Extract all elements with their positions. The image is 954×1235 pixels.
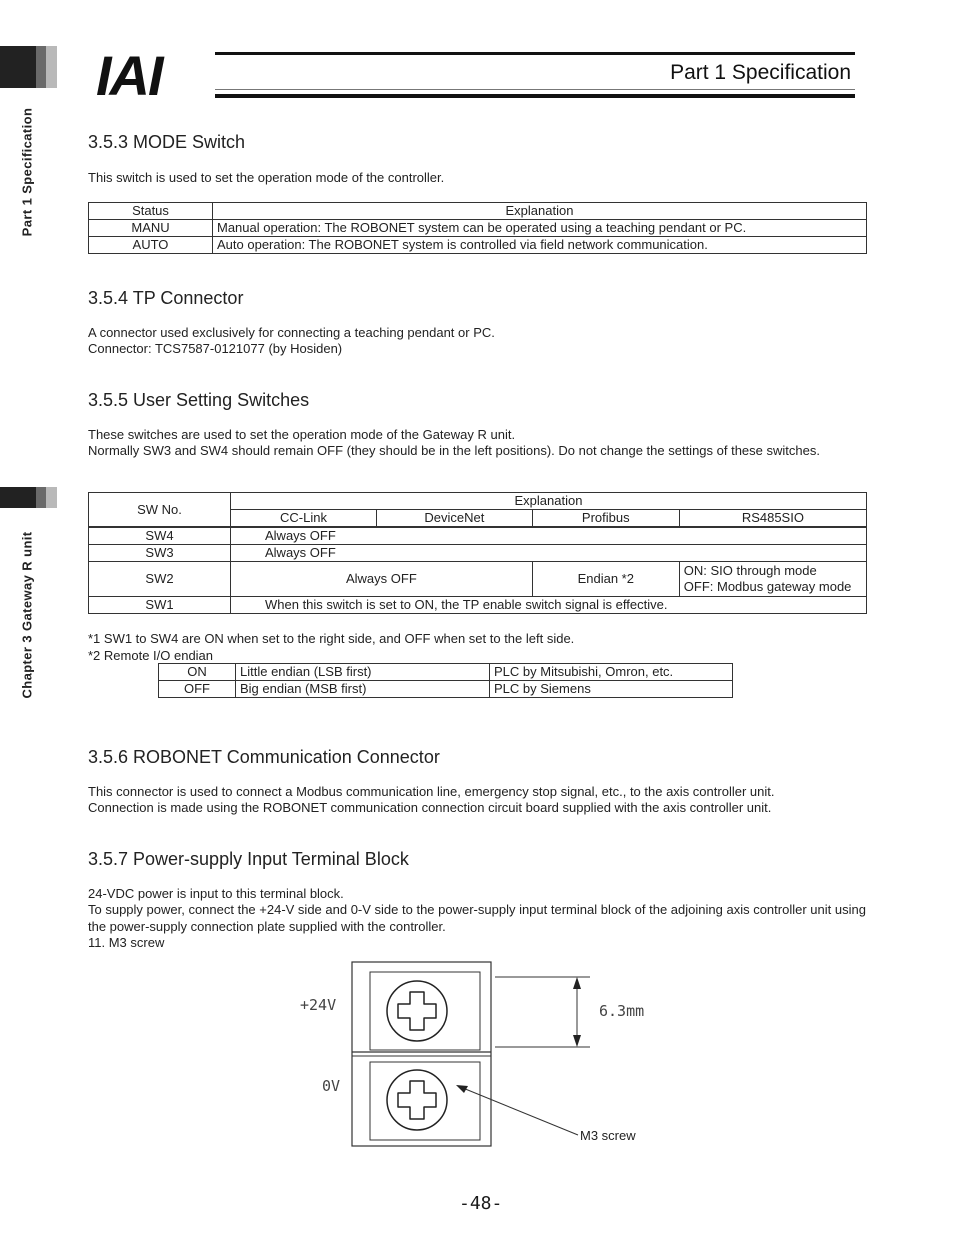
table-cell: SW1 <box>89 597 231 614</box>
screw-bottom-icon <box>387 1070 447 1130</box>
table-cell <box>679 562 866 597</box>
label-0v: 0V <box>322 1077 341 1095</box>
heading-user-switches: 3.5.5 User Setting Switches <box>88 390 310 410</box>
endian-table <box>158 663 733 698</box>
table-row <box>89 203 867 220</box>
table-row <box>159 681 733 698</box>
mode-switch-table <box>88 202 867 254</box>
side-tab-bottom <box>0 487 57 508</box>
table-header-cell: DeviceNet <box>377 510 533 528</box>
table-row <box>89 237 867 254</box>
sw2-rs485-on: ON: SIO through mode <box>683 563 817 578</box>
table-cell: SW2 <box>89 562 231 597</box>
screw-top-icon <box>387 981 447 1041</box>
table-row <box>89 220 867 237</box>
table-header-cell: SW No. <box>89 493 231 528</box>
tp-connector-line1: A connector used exclusively for connecting a teaching pendant or PC. <box>88 325 495 340</box>
heading-mode-switch: 3.5.3 MODE Switch <box>88 132 246 152</box>
table-header-cell: CC-Link <box>231 510 377 528</box>
table-row <box>89 527 867 545</box>
table-header-cell: Explanation <box>213 203 867 220</box>
header-title: Part 1 Specification <box>670 61 851 84</box>
heading-robonet-connector: 3.5.6 ROBONET Communication Connector <box>88 747 440 767</box>
table-row <box>89 545 867 562</box>
table-cell: PLC by Siemens <box>490 681 733 698</box>
switch-note-1: *1 SW1 to SW4 are ON when set to the right side, and OFF when set to the left side. <box>88 631 575 646</box>
table-row <box>159 664 733 681</box>
mode-switch-intro: This switch is used to set the operation mode of the controller. <box>88 170 445 185</box>
heading-tp-connector: 3.5.4 TP Connector <box>88 288 244 308</box>
user-switches-table <box>88 492 867 614</box>
table-cell: Endian *2 <box>532 562 679 597</box>
power-line1: 24-VDC power is input to this terminal block. <box>88 886 344 901</box>
table-cell: ON <box>159 664 236 681</box>
table-row <box>89 562 867 597</box>
table-header-cell: RS485SIO <box>679 510 866 528</box>
table-cell: Always OFF <box>231 562 533 597</box>
tp-connector-line2: Connector: TCS7587-0121077 (by Hosiden) <box>88 341 343 356</box>
switch-note-2: *2 Remote I/O endian <box>88 648 214 663</box>
sw2-rs485-off: OFF: Modbus gateway mode <box>683 579 852 594</box>
user-switches-line2: Normally SW3 and SW4 should remain OFF (they should be in the left positions). Do not change the settings of these switches. <box>88 443 820 458</box>
table-cell: Always OFF <box>231 545 867 562</box>
page-number: -48- <box>459 1193 503 1214</box>
heading-power-terminal: 3.5.7 Power-supply Input Terminal Block <box>88 849 409 869</box>
table-cell: SW4 <box>89 527 231 545</box>
side-label-chapter: Chapter 3 Gateway R unit <box>19 531 35 699</box>
table-cell: When this switch is set to ON, the TP enable switch signal is effective. <box>231 597 867 614</box>
side-label-part: Part 1 Specification <box>19 107 35 237</box>
table-header-cell: Profibus <box>532 510 679 528</box>
header-rule-bottom <box>215 94 855 98</box>
table-cell: Always OFF <box>231 527 867 545</box>
robonet-line2: Connection is made using the ROBONET communication connection circuit board supplied with the axis controller unit. <box>88 800 772 815</box>
table-header-cell: Status <box>89 203 213 220</box>
power-line3: 11. M3 screw <box>88 935 165 950</box>
user-switches-line1: These switches are used to set the operation mode of the Gateway R unit. <box>88 427 516 442</box>
table-cell: Little endian (LSB first) <box>236 664 490 681</box>
header-rule-thin <box>215 89 855 90</box>
table-row <box>89 493 867 510</box>
table-cell: SW3 <box>89 545 231 562</box>
table-cell: OFF <box>159 681 236 698</box>
power-line2: To supply power, connect the +24-V side and 0-V side to the power-supply input terminal block of the adjoining axis controller unit using the power-supply connection plate supplied with the controller. <box>88 902 866 934</box>
terminal-block-figure <box>290 955 670 1155</box>
table-cell: AUTO <box>89 237 213 254</box>
table-cell: Auto operation: The ROBONET system is controlled via field network communication. <box>213 237 867 254</box>
table-cell: MANU <box>89 220 213 237</box>
robonet-line1: This connector is used to connect a Modbus communication line, emergency stop signal, etc., to the axis controller unit. <box>88 784 775 799</box>
side-tab-top <box>0 46 57 88</box>
table-cell: Big endian (MSB first) <box>236 681 490 698</box>
table-row <box>89 597 867 614</box>
iai-logo: IAI <box>96 44 162 107</box>
table-header-cell: Explanation <box>231 493 867 510</box>
table-cell: Manual operation: The ROBONET system can be operated using a teaching pendant or PC. <box>213 220 867 237</box>
label-plus-24v: +24V <box>300 996 337 1014</box>
label-dimension: 6.3mm <box>599 1002 645 1020</box>
header-rule-top <box>215 52 855 55</box>
table-cell: PLC by Mitsubishi, Omron, etc. <box>490 664 733 681</box>
label-m3-screw: M3 screw <box>580 1128 636 1143</box>
